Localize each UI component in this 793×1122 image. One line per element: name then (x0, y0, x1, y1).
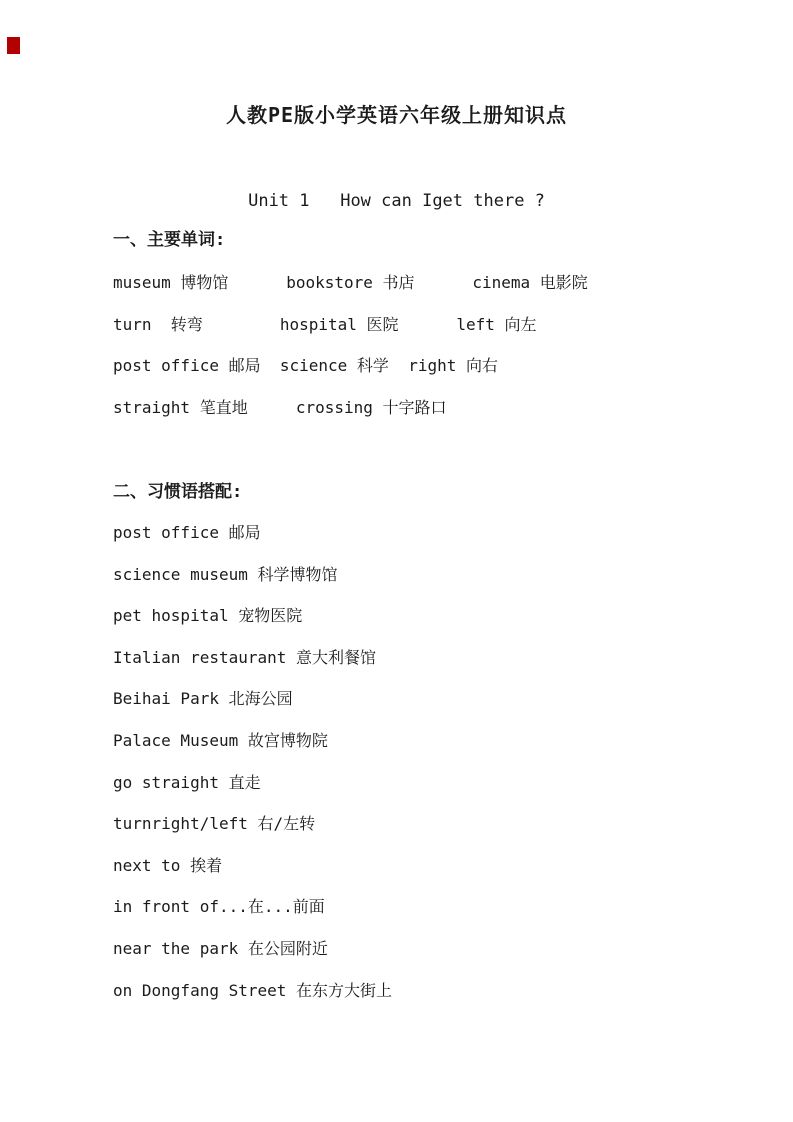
phrase-line: near the park 在公园附近 (113, 938, 328, 958)
phrase-line: on Dongfang Street 在东方大街上 (113, 980, 393, 1000)
phrase-line: turnright/left 右/左转 (113, 814, 316, 834)
phrase-line: go straight 直走 (113, 772, 261, 792)
red-corner-mark (7, 37, 20, 54)
word-line: post office 邮局 science 科学 right 向右 (113, 356, 498, 376)
word-line: straight 笔直地 crossing 十字路口 (113, 397, 447, 417)
section1-word-list (113, 262, 588, 428)
phrase-line: post office 邮局 (113, 523, 261, 542)
phrase-line: Palace Museum 故宫博物院 (113, 730, 328, 750)
phrase-line: pet hospital 宠物医院 (113, 606, 303, 626)
phrase-line: next to 挨着 (113, 855, 223, 875)
section2-phrase-list (113, 512, 392, 1011)
page-title: 人教PE版小学英语六年级上册知识点 (225, 103, 568, 127)
phrase-line: Beihai Park 北海公园 (113, 689, 293, 709)
phrase-line: science museum 科学博物馆 (113, 564, 338, 584)
unit-title: Unit 1 How can Iget there ? (248, 191, 545, 211)
section1-heading: 一、主要单词: (113, 230, 226, 250)
section2-heading: 二、习惯语搭配: (113, 482, 243, 502)
phrase-line: Italian restaurant 意大利餐馆 (113, 647, 377, 667)
word-line: turn 转弯 hospital 医院 left 向左 (113, 314, 537, 334)
phrase-line: in front of...在...前面 (113, 897, 325, 917)
word-line: museum 博物馆 bookstore 书店 cinema 电影院 (113, 273, 588, 292)
